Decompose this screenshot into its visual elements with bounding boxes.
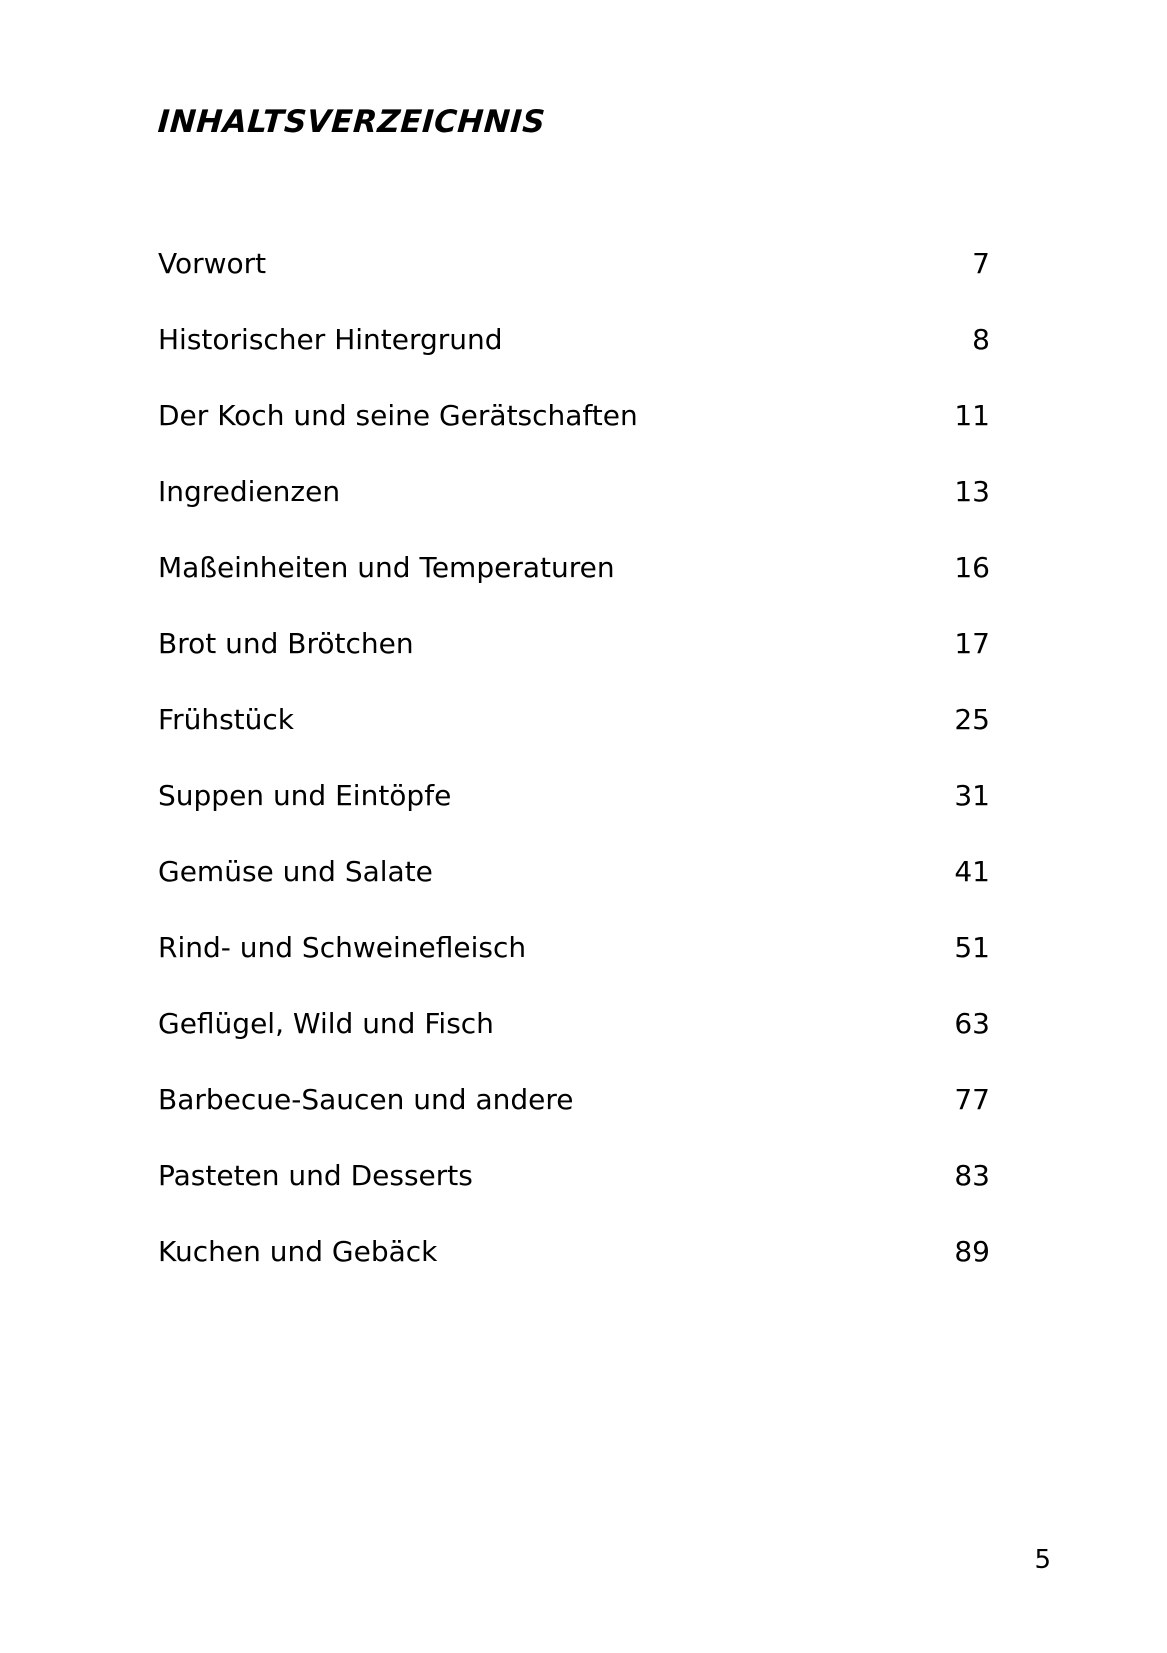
- toc-entry: [158, 1084, 990, 1160]
- toc-entry-label: Pasteten und Desserts: [158, 1159, 473, 1192]
- toc-list: [158, 248, 990, 1312]
- toc-entry-page: 31: [954, 779, 990, 812]
- toc-entry-page: 25: [954, 703, 990, 736]
- toc-entry-page: 51: [954, 931, 990, 964]
- toc-entry-label: Geflügel, Wild und Fisch: [158, 1007, 494, 1040]
- toc-entry-label: Ingredienzen: [158, 475, 341, 508]
- toc-entry-label: Barbecue-Saucen und andere: [158, 1083, 574, 1116]
- toc-entry: [158, 1160, 990, 1236]
- toc-entry-label: Der Koch und seine Gerätschaften: [158, 399, 638, 432]
- toc-entry-page: 83: [954, 1159, 990, 1192]
- toc-entry-page: 63: [954, 1007, 990, 1040]
- toc-entry: [158, 324, 990, 400]
- toc-entry-label: Frühstück: [158, 703, 294, 736]
- toc-entry-page: 77: [954, 1083, 990, 1116]
- toc-title: INHALTSVERZEICHNIS: [156, 104, 547, 140]
- toc-entry: [158, 628, 990, 704]
- toc-entry-label: Historischer Hintergrund: [158, 323, 503, 356]
- toc-entry-label: Maßeinheiten und Temperaturen: [158, 551, 615, 584]
- toc-entry-page: 89: [954, 1235, 990, 1268]
- toc-entry-page: 17: [954, 627, 990, 660]
- toc-entry-label: Rind- und Schweinefleisch: [158, 931, 527, 964]
- toc-entry: [158, 932, 990, 1008]
- toc-entry-label: Kuchen und Gebäck: [158, 1235, 438, 1268]
- toc-entry-label: Brot und Brötchen: [158, 627, 414, 660]
- toc-entry-label: Gemüse und Salate: [158, 855, 433, 888]
- toc-entry: [158, 1236, 990, 1312]
- page-number: 5: [1034, 1545, 1051, 1575]
- toc-entry-label: Suppen und Eintöpfe: [158, 779, 452, 812]
- toc-entry-page: 16: [954, 551, 990, 584]
- toc-entry: [158, 704, 990, 780]
- toc-entry-page: 7: [972, 247, 990, 280]
- toc-entry: [158, 780, 990, 856]
- toc-entry: [158, 476, 990, 552]
- toc-entry-page: 13: [954, 475, 990, 508]
- toc-entry: [158, 400, 990, 476]
- toc-entry: [158, 1008, 990, 1084]
- toc-entry: [158, 856, 990, 932]
- toc-entry-page: 11: [954, 399, 990, 432]
- toc-entry-label: Vorwort: [158, 247, 267, 280]
- toc-entry-page: 8: [972, 323, 990, 356]
- toc-entry: [158, 248, 990, 324]
- toc-entry: [158, 552, 990, 628]
- toc-entry-page: 41: [954, 855, 990, 888]
